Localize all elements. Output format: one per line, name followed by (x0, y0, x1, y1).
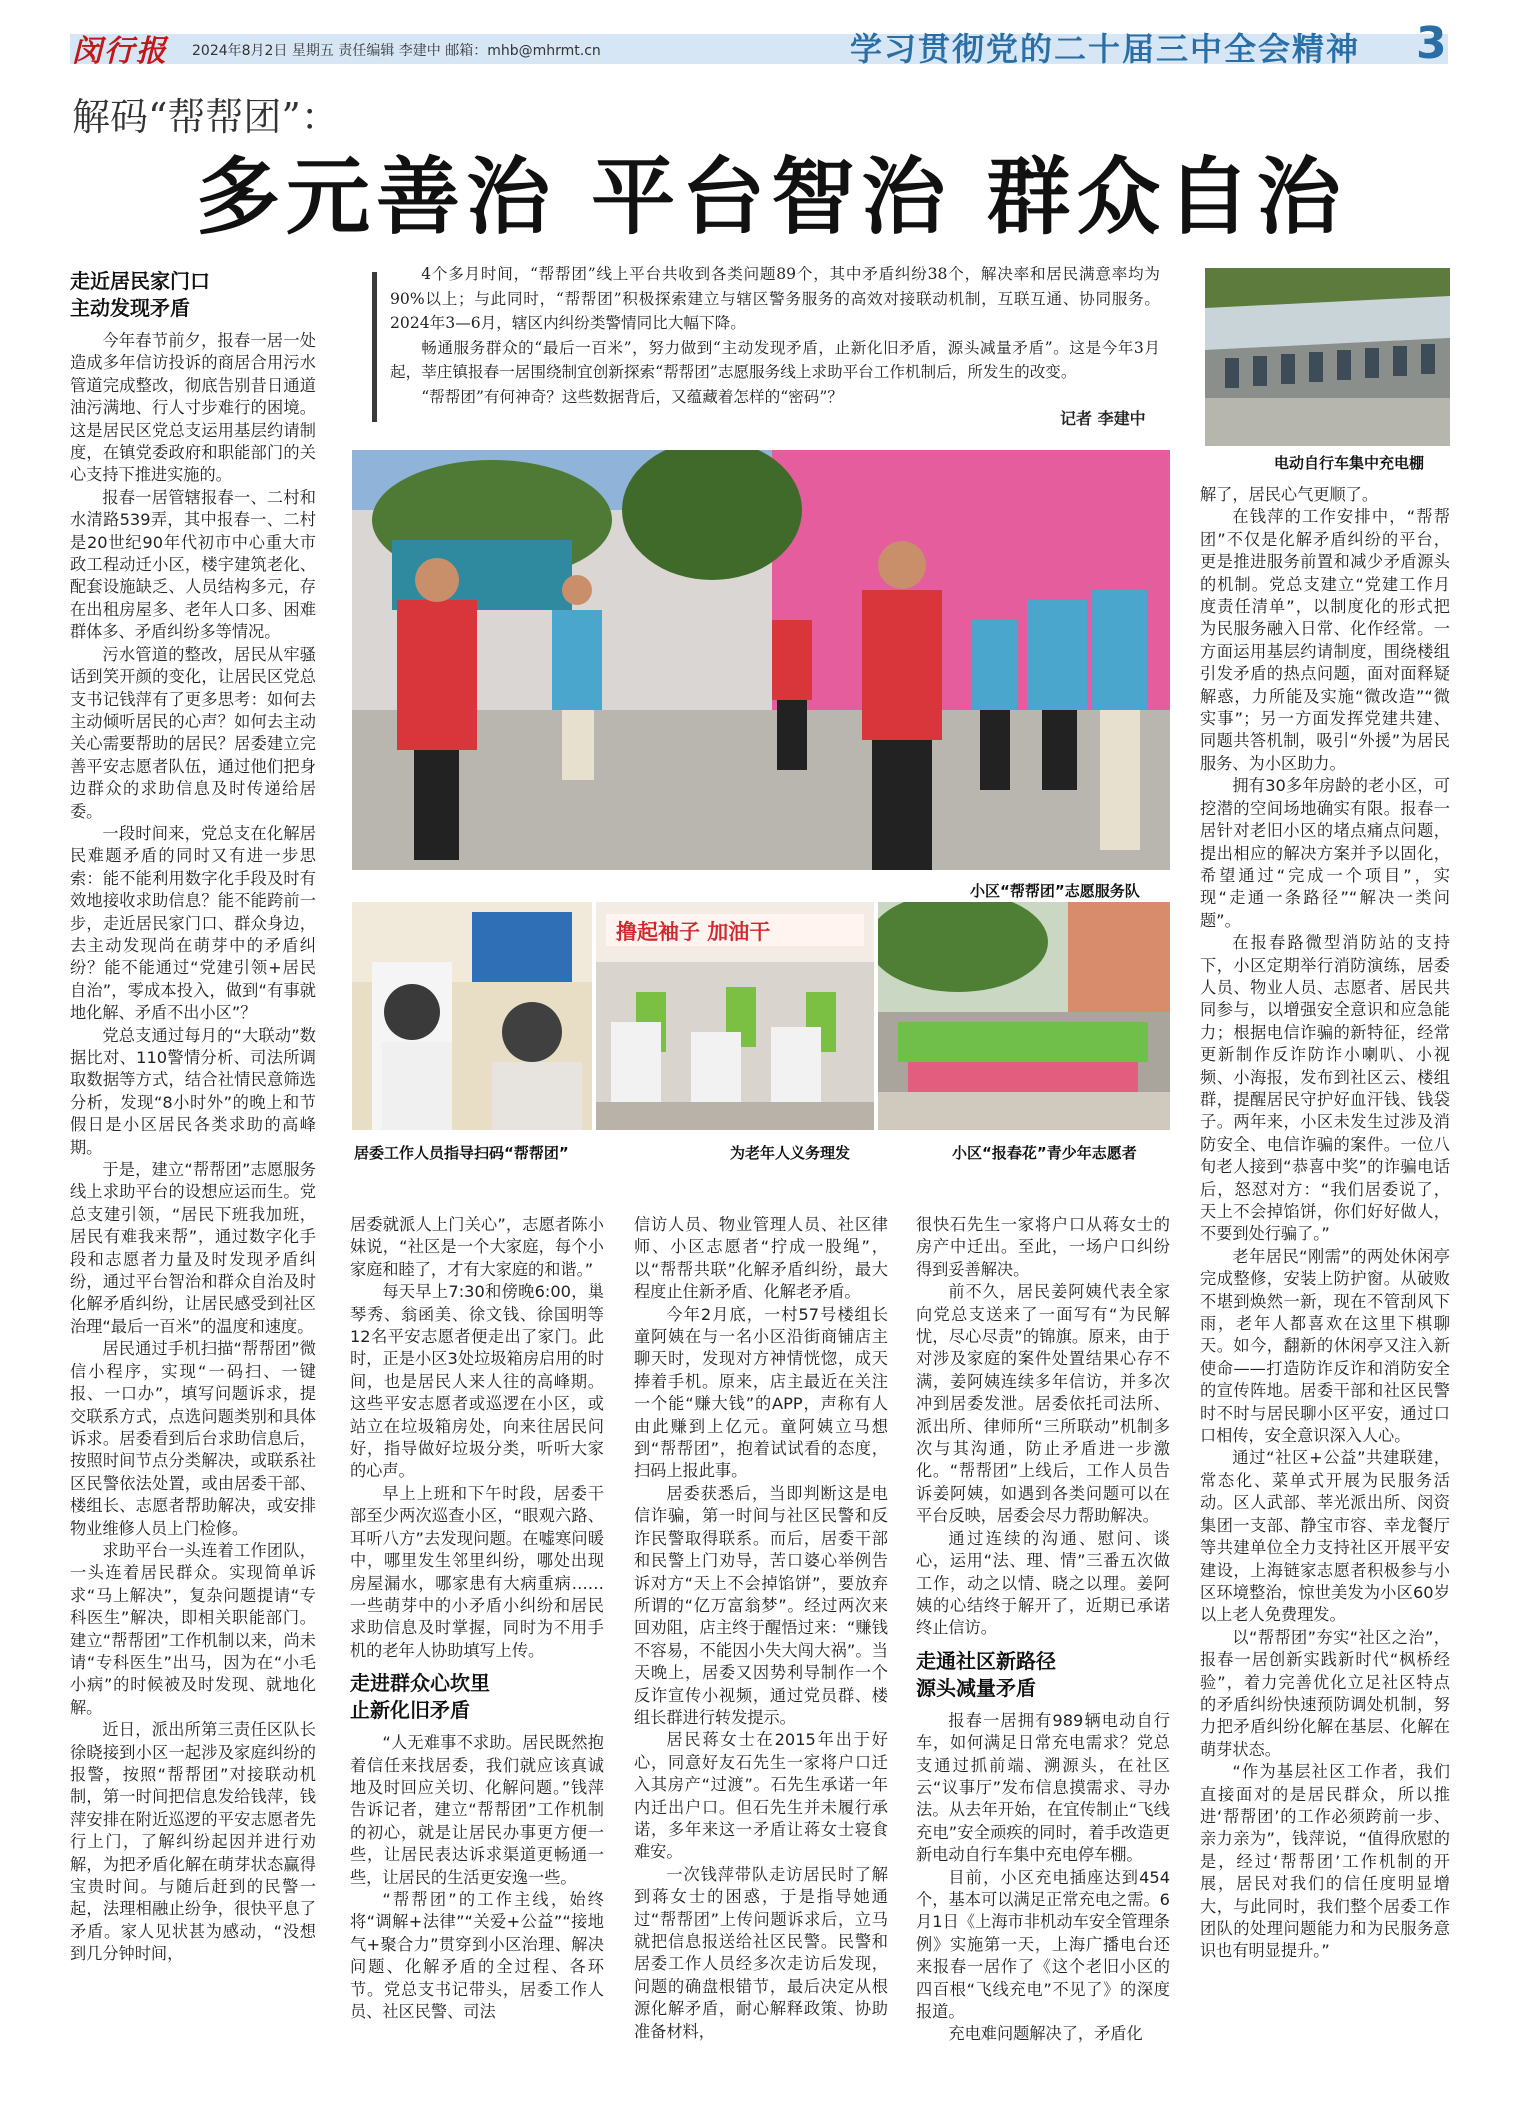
page-number: 3 (1416, 18, 1447, 69)
subhead-1a: 走近居民家门口 (70, 269, 210, 293)
paragraph: 党总支通过每月的“大联动”数据比对、110警情分析、司法所调取数据等方式，结合社情民意筛选分析，发现“8小时外”的晚上和节假日是小区居民各类求助的高峰期。 (70, 1025, 316, 1157)
photo-free-haircut (596, 902, 874, 1130)
lead-box (390, 262, 1160, 409)
kicker: 解码“帮帮团”： (72, 95, 339, 139)
headline: 多元善治 平台智治 群众自治 (196, 148, 1347, 246)
caption-scan-guidance: 居委工作人员指导扫码“帮帮团” (354, 1144, 569, 1162)
paragraph: 报春一居管辖报春一、二村和水清路539弄，其中报春一、二村是20世纪90年代初市中心重大市政工程动迁小区，楼宇建筑老化、配套设施缺乏、人员结构多元，存在出租房屋多、老年人口多、困难群体多、矛盾纠纷多等情况。 (70, 487, 316, 642)
paragraph: 污水管道的整改，居民从牢骚话到笑开颜的变化，让居民区党总支书记钱萍有了更多思考：如何去主动倾听居民的心声？如何去主动关心需要帮助的居民？居委建立完善平安志愿者队伍，通过他们把身边群众的求助信息及时传递给居委。 (70, 644, 316, 821)
paragraph: 通过连续的沟通、慰问、谈心，运用“法、理、情”三番五次做工作，动之以情、晓之以理。姜阿姨的心结终于解开了，近期已承诺终止信访。 (916, 1528, 1170, 1638)
haircut-banner: 撸起袖子 加油干 (616, 920, 771, 944)
column-5 (1200, 484, 1450, 2094)
paragraph: “帮帮团”的工作主线，始终将“调解+法律”“关爱+公益”“接地气+聚合力”贯穿到小区治理、解决问题、化解矛盾的全过程、各环节。党总支书记带头，居委工作人员、社区民警、司法 (350, 1889, 604, 2021)
paragraph: 居民通过手机扫描“帮帮团”微信小程序，实现“一码扫、一键报、一口办”，填写问题诉求，提交联系方式，点选问题类别和具体诉求。居委看到后台求助信息后，按照时间节点分类解决，或联系社区民警依法处置，或由居委干部、楼组长、志愿者帮助解决，或安排物业维修人员上门检修。 (70, 1339, 316, 1538)
paragraph: 求助平台一头连着工作团队，一头连着居民群众。实现简单诉求“马上解决”，复杂问题提请“专科医生”解决，即相关职能部门。建立“帮帮团”工作机制以来，尚未请“专科医生”出马，因为在“小毛小病”的时候被及时发现、就地化解。 (70, 1540, 316, 1717)
paragraph: 近日，派出所第三责任区队长徐晓接到小区一起涉及家庭纠纷的报警，按照“帮帮团”对接联动机制，第一时间把信息发给钱萍，钱萍安排在附近巡逻的平安志愿者先行上门，了解纠纷起因并进行劝解，为把矛盾化解在萌芽状态赢得宝贵时间。与随后赶到的民警一起，法理相融止纷争，很快平息了矛盾。家人见状甚为感动，“没想到几分钟时间， (70, 1720, 316, 1964)
paragraph: 老年居民“刚需”的两处休闲亭完成整修，安装上防护窗。从破败不堪到焕然一新，现在不管刮风下雨，老年人都喜欢在这里下棋聊天。如今，翻新的休闲亭又注入新使命——打造防诈反诈和消防安全的宣传阵地。居委干部和社区民警时不时与居民聊小区平安，通过口口相传，安全意识深入人心。 (1200, 1246, 1450, 1446)
paragraph: 很快石先生一家将户口从蒋女士的房产中迁出。至此，一场户口纠纷得到妥善解决。 (916, 1215, 1170, 1279)
paragraph: 解了，居民心气更顺了。 (1200, 485, 1379, 504)
paragraph: 在报春路微型消防站的支持下，小区定期举行消防演练，居委人员、物业人员、志愿者、居民共同参与，以增强安全意识和应急能力；根据电信诈骗的新特征，经常更新制作反诈防诈小喇叭、小视频、小海报，发布到社区云、楼组群，提醒居民守护好血汗钱、钱袋子。两年来，小区未发生过涉及消防安全、电信诈骗的案件。一位八旬老人接到“恭喜中奖”的诈骗电话后，怒怼对方：“我们居委说了，天上不会掉馅饼，你们好好做人，不要到处行骗了。” (1200, 933, 1450, 1244)
caption-youth-volunteers: 小区“报春花”青少年志愿者 (952, 1144, 1137, 1162)
paragraph: 通过“社区+公益”共建联建，常态化、菜单式开展为民服务活动。区人武部、莘光派出所、闵资集团一支部、静宝市容、幸龙餐厅等共建单位全力支持社区开展平安建设，上海链家志愿者积极参与小区环境整治，惊世美发为小区60岁以上老人免费理发。 (1200, 1448, 1450, 1625)
paragraph: 今年春节前夕，报春一居一处造成多年信访投诉的商居合用污水管道完成整改，彻底告别昔日通道油污满地、行人寸步难行的困境。这是居民区党总支运用基层约请制度，在镇党委政府和职能部门的关心支持下推进实施的。 (70, 331, 316, 485)
lead-paragraph: “帮帮团”有何神奇？这些数据背后，又蕴藏着怎样的“密码”？ (421, 387, 843, 406)
paragraph: 拥有30多年房龄的老小区，可挖潜的空间场地确实有限。报春一居针对老旧小区的堵点痛点问题，提出相应的解决方案并予以固化，希望通过“完成一个项目”，实现“走通一条路径”“解决一类问题”。 (1200, 776, 1450, 930)
paragraph: 于是，建立“帮帮团”志愿服务线上求助平台的设想应运而生。党总支建引领，“居民下班我加班，居民有难我来帮”，通过数字化手段和志愿者力量及时发现矛盾纠纷，通过平台智治和群众自治及时化解矛盾纠纷，让居民感受到社区治理“最后一百米”的温度和速度。 (70, 1160, 316, 1336)
byline: 记者 李建中 (1060, 409, 1146, 428)
issue-info: 2024年8月2日 星期五 责任编辑 李建中 邮箱：mhb@mhrmt.cn (192, 43, 601, 59)
photo-volunteer-team (352, 450, 1170, 870)
paragraph: “作为基层社区工作者，我们直接面对的是居民群众，所以推进‘帮帮团’的工作必须跨前一步、亲力亲为”，钱萍说，“值得欣慰的是，经过‘帮帮团’工作机制的开展，居民对我们的信任度明显增大，与此同时，我们整个居委工作团队的处理问题能力和为民服务意识也有明显提升。” (1200, 1762, 1450, 1961)
paragraph: 目前，小区充电插座达到454个，基本可以满足正常充电之需。6月1日《上海市非机动车安全管理条例》实施第一天，上海广播电台还来报春一居作了《这个老旧小区的四百根“飞线充电”不见了》的深度报道。 (916, 1867, 1170, 2021)
caption-volunteer-team: 小区“帮帮团”志愿服务队 (970, 882, 1140, 900)
paragraph: 前不久，居民姜阿姨代表全家向党总支送来了一面写有“为民解忧，尽心尽责”的锦旗。原来，由于对涉及家庭的案件处置结果心存不满，姜阿姨连续多年信访，并多次冲到居委发泄。居委依托司法所、派出所、律师所“三所联动”机制多次与其沟通，防止矛盾进一步激化。“帮帮团”上线后，工作人员告诉姜阿姨，如遇到各类问题可以在平台反映，居委会尽力帮助解决。 (916, 1282, 1170, 1526)
column-2 (350, 1214, 604, 2094)
paragraph: 以“帮帮团”夯实“社区之治”，报春一居创新实践新时代“枫桥经验”，着力完善优化立足社区特点的矛盾纠纷快速预防调处机制，努力把矛盾纠纷化解在基层、化解在萌芽状态。 (1200, 1627, 1450, 1759)
subhead-4a: 走通社区新路径 (916, 1648, 1056, 1673)
photo-scan-guidance (352, 902, 592, 1130)
photo-charging-shed (1205, 268, 1450, 446)
paragraph: 居委就派人上门关心”，志愿者陈小妹说，“社区是一个大家庭，每个小家庭和睦了，才有大家庭的和谐。” (350, 1215, 604, 1279)
column-3 (634, 1214, 888, 2094)
lead-bar (372, 272, 377, 422)
paragraph: 居委获悉后，当即判断这是电信诈骗，第一时间与社区民警和反诈民警取得联系。而后，居委干部和民警上门劝导，苦口婆心举例告诉对方“天上不会掉馅饼”，要放弃所谓的“亿万富翁梦”。经过两次来回劝阻，店主终于醒悟过来：“赚钱不容易，不能因小失大闯大祸”。当天晚上，居委又因势利导制作一个反诈宣传小视频，通过党员群、楼组长群进行转发提示。 (634, 1483, 888, 1727)
column-4 (916, 1214, 1170, 2094)
paragraph: 一段时间来，党总支在化解居民难题矛盾的同时又有进一步思索：能不能利用数字化手段及时有效地接收求助信息？能不能跨前一步，走近居民家门口、群众身边，去主动发现尚在萌芽中的矛盾纠纷？能不能通过“党建引领+居民自治”，零成本投入，做到“有事就地化解、矛盾不出小区”？ (70, 823, 316, 1023)
photo-youth-volunteers (878, 902, 1170, 1130)
masthead-logo: 闵行报 (72, 34, 168, 69)
subhead-2a: 走进群众心坎里 (350, 1671, 490, 1696)
caption-charging-shed: 电动自行车集中充电棚 (1274, 454, 1425, 472)
paragraph: 今年2月底，一村57号楼组长童阿姨在与一名小区沿街商铺店主聊天时，发现对方神情恍惚，成天捧着手机。原来，店主最近在关注一个能“赚大钱”的APP，声称有人由此赚到上亿元。童阿姨立马想到“帮帮团”，抱着试试看的态度，扫码上报此事。 (634, 1304, 888, 1481)
caption-free-haircut: 为老年人义务理发 (730, 1144, 851, 1162)
paragraph: 早上上班和下午时段，居委干部至少两次巡查小区，“眼观六路、耳听八方”去发现问题。在嘘寒问暖中，哪里发生邻里纠纷，哪处出现房屋漏水，哪家患有大病重病……一些萌芽中的小矛盾小纠纷和居民求助信息及时掌握，同时为不用手机的老年人协助填写上传。 (350, 1483, 604, 1660)
column-1 (70, 268, 316, 2094)
section-title: 学习贯彻党的二十届三中全会精神 (850, 30, 1361, 68)
paragraph: 一次钱萍带队走访居民时了解到蒋女士的困惑，于是指导她通过“帮帮团”上传问题诉求后，立马就把信息报送给社区民警。民警和居委工作人员经多次走访后发现，问题的确盘根错节，最后决定从根源化解矛盾，耐心解释政策、协助准备材料， (634, 1864, 888, 2041)
paragraph: 居民蒋女士在2015年出于好心，同意好友石先生一家将户口迁入其房产“过渡”。石先生承诺一年内迁出户口。但石先生并未履行承诺，多年来这一矛盾让蒋女士寝食难安。 (634, 1730, 888, 1862)
paragraph: 充电难问题解决了，矛盾化 (948, 2024, 1143, 2044)
subhead-4b: 源头减量矛盾 (916, 1675, 1036, 1700)
paragraph: 在钱萍的工作安排中，“帮帮团”不仅是化解矛盾纠纷的平台，更是推进服务前置和减少矛盾源头的机制。党总支建立“党建工作月度责任清单”，以制度化的形式把为民服务融入日常、化作经常。一方面运用基层约请制度，围绕楼组引发矛盾的热点问题，面对面释疑解惑，力所能及实施“微改造”“微实事”；另一方面发挥党建共建、同题共答机制，吸引“外援”为居民服务、为小区助力。 (1200, 507, 1450, 773)
paragraph: 每天早上7:30和傍晚6:00，巢琴秀、翁函美、徐文钱、徐国明等12名平安志愿者便走出了家门。此时，正是小区3处垃圾箱房启用的时间，也是居民人来人往的高峰期。这些平安志愿者或巡逻在小区，或站立在垃圾箱房处，向来往居民问好，指导做好垃圾分类，听听大家的心声。 (350, 1282, 604, 1481)
lead-paragraph: 畅通服务群众的“最后一百米”，努力做到“主动发现矛盾，止新化旧矛盾，源头减量矛盾”。这是今年3月起，莘庄镇报春一居围绕制宜创新探索“帮帮团”志愿服务线上求助平台工作机制后，所发生的改变。 (390, 338, 1160, 381)
lead-paragraph: 4个多月时间，“帮帮团”线上平台共收到各类问题89个，其中矛盾纠纷38个，解决率和居民满意率均为90%以上；与此同时，“帮帮团”积极探索建立与辖区警务服务的高效对接联动机制，互联互通、协同服务。2024年3—6月，辖区内纠纷类警情同比大幅下降。 (390, 265, 1160, 332)
paragraph: “人无难事不求助。居民既然抱着信任来找居委，我们就应该真诚地及时回应关切、化解问题。”钱萍告诉记者，建立“帮帮团”工作机制的初心，就是让居民办事更方便一些，让居民表达诉求渠道更畅通一些，让居民的生活更安逸一些。 (350, 1733, 604, 1887)
subhead-1b: 主动发现矛盾 (70, 296, 190, 320)
subhead-2b: 止新化旧矛盾 (350, 1698, 470, 1723)
paragraph: 报春一居拥有989辆电动自行车，如何满足日常充电需求？党总支通过抓前端、溯源头，在社区云“议事厅”发布信息摸需求、寻办法。从去年开始，在宜传制止“飞线充电”安全顽疾的同时，着手改造更新电动自行车集中充电停车棚。 (916, 1710, 1170, 1865)
paragraph: 信访人员、物业管理人员、社区律师、小区志愿者“拧成一股绳”，以“帮帮共联”化解矛盾纠纷，最大程度止住新矛盾、化解老矛盾。 (634, 1215, 888, 1302)
